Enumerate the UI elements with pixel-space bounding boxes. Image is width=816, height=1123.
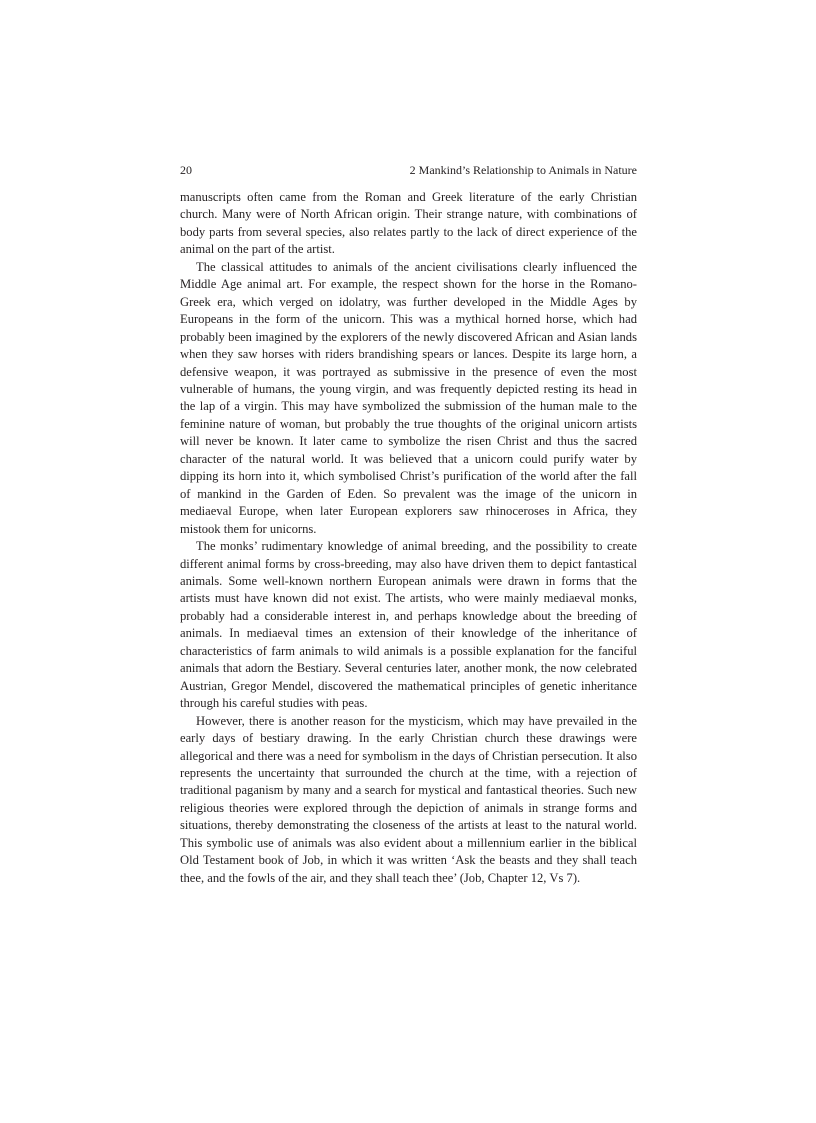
chapter-title: 2 Mankind’s Relationship to Animals in Nature	[409, 163, 637, 177]
paragraph-breeding: The monks’ rudimentary knowledge of animal breeding, and the possibility to create different animal forms by cross-breeding, may also have driven them to depict fantastical animals. Some well-known northern European animals were drawn in forms that the artists must have known did not exist. The artists, who were mainly mediaeval monks, probably had a considerable interest in, and perhaps knowledge about the breeding of animals. In mediaeval times an extension of their knowledge of the inheritance of characteristics of farm animals to wild animals is a possible explanation for the fanciful animals that adorn the Bestiary. Several centuries later, another monk, the now celebrated Austrian, Gregor Mendel, discovered the mathematical principles of genetic inheritance through his careful studies with peas.	[180, 539, 637, 711]
paragraph-continuation: manuscripts often came from the Roman and Greek literature of the early Christian church. Many were of North African origin. Their strange nature, with combinations of body parts from several species, also relates partly to the lack of direct experience of the animal on the part of the artist.	[180, 190, 637, 257]
paragraph-unicorn: The classical attitudes to animals of the ancient civilisations clearly influenced the Middle Age animal art. For example, the respect shown for the horse in the Romano-Greek era, which verged on idolatry, was further developed in the Middle Ages by Europeans in the form of the unicorn. This was a mythical horned horse, which had probably been imagined by the explorers of the newly discovered African and Asian lands when they saw horses with riders brandishing spears or lances. Despite its large horn, a defensive weapon, it was portrayed as submissive in the presence of even the most vulnerable of humans, the young virgin, and was frequently depicted resting its head in the lap of a virgin. This may have symbolized the submission of the human male to the feminine nature of woman, but probably the true thoughts of the original unicorn artists will never be known. It later came to symbolize the risen Christ and thus the sacred character of the natural world. It was believed that a unicorn could purify water by dipping its horn into it, which symbolised Christ’s purification of the world after the fall of mankind in the Garden of Eden. So prevalent was the image of the unicorn in mediaeval Europe, when later European explorers saw rhinoceroses in Africa, they mistook them for unicorns.	[180, 259, 637, 536]
running-head	[180, 161, 637, 179]
paragraph-mysticism: However, there is another reason for the mysticism, which may have prevailed in the early days of bestiary drawing. In the early Christian church these drawings were allegorical and there was a need for symbolism in the days of Christian persecution. It also represents the uncertainty that surrounded the church at the time, with a rejection of traditional paganism by many and a search for mystical and fantastical theories. Such new religious theories were explored through the depiction of animals in strange forms and situations, thereby demonstrating the closeness of the artists at least to the natural world. This symbolic use of animals was also evident about a millennium earlier in the biblical Old Testament book of Job, in which it was written ‘Ask the beasts and they shall teach thee, and the fowls of the air, and they shall teach thee’ (Job, Chapter 12, Vs 7).	[180, 713, 637, 885]
body-text	[180, 189, 637, 887]
page-number: 20	[180, 163, 192, 177]
